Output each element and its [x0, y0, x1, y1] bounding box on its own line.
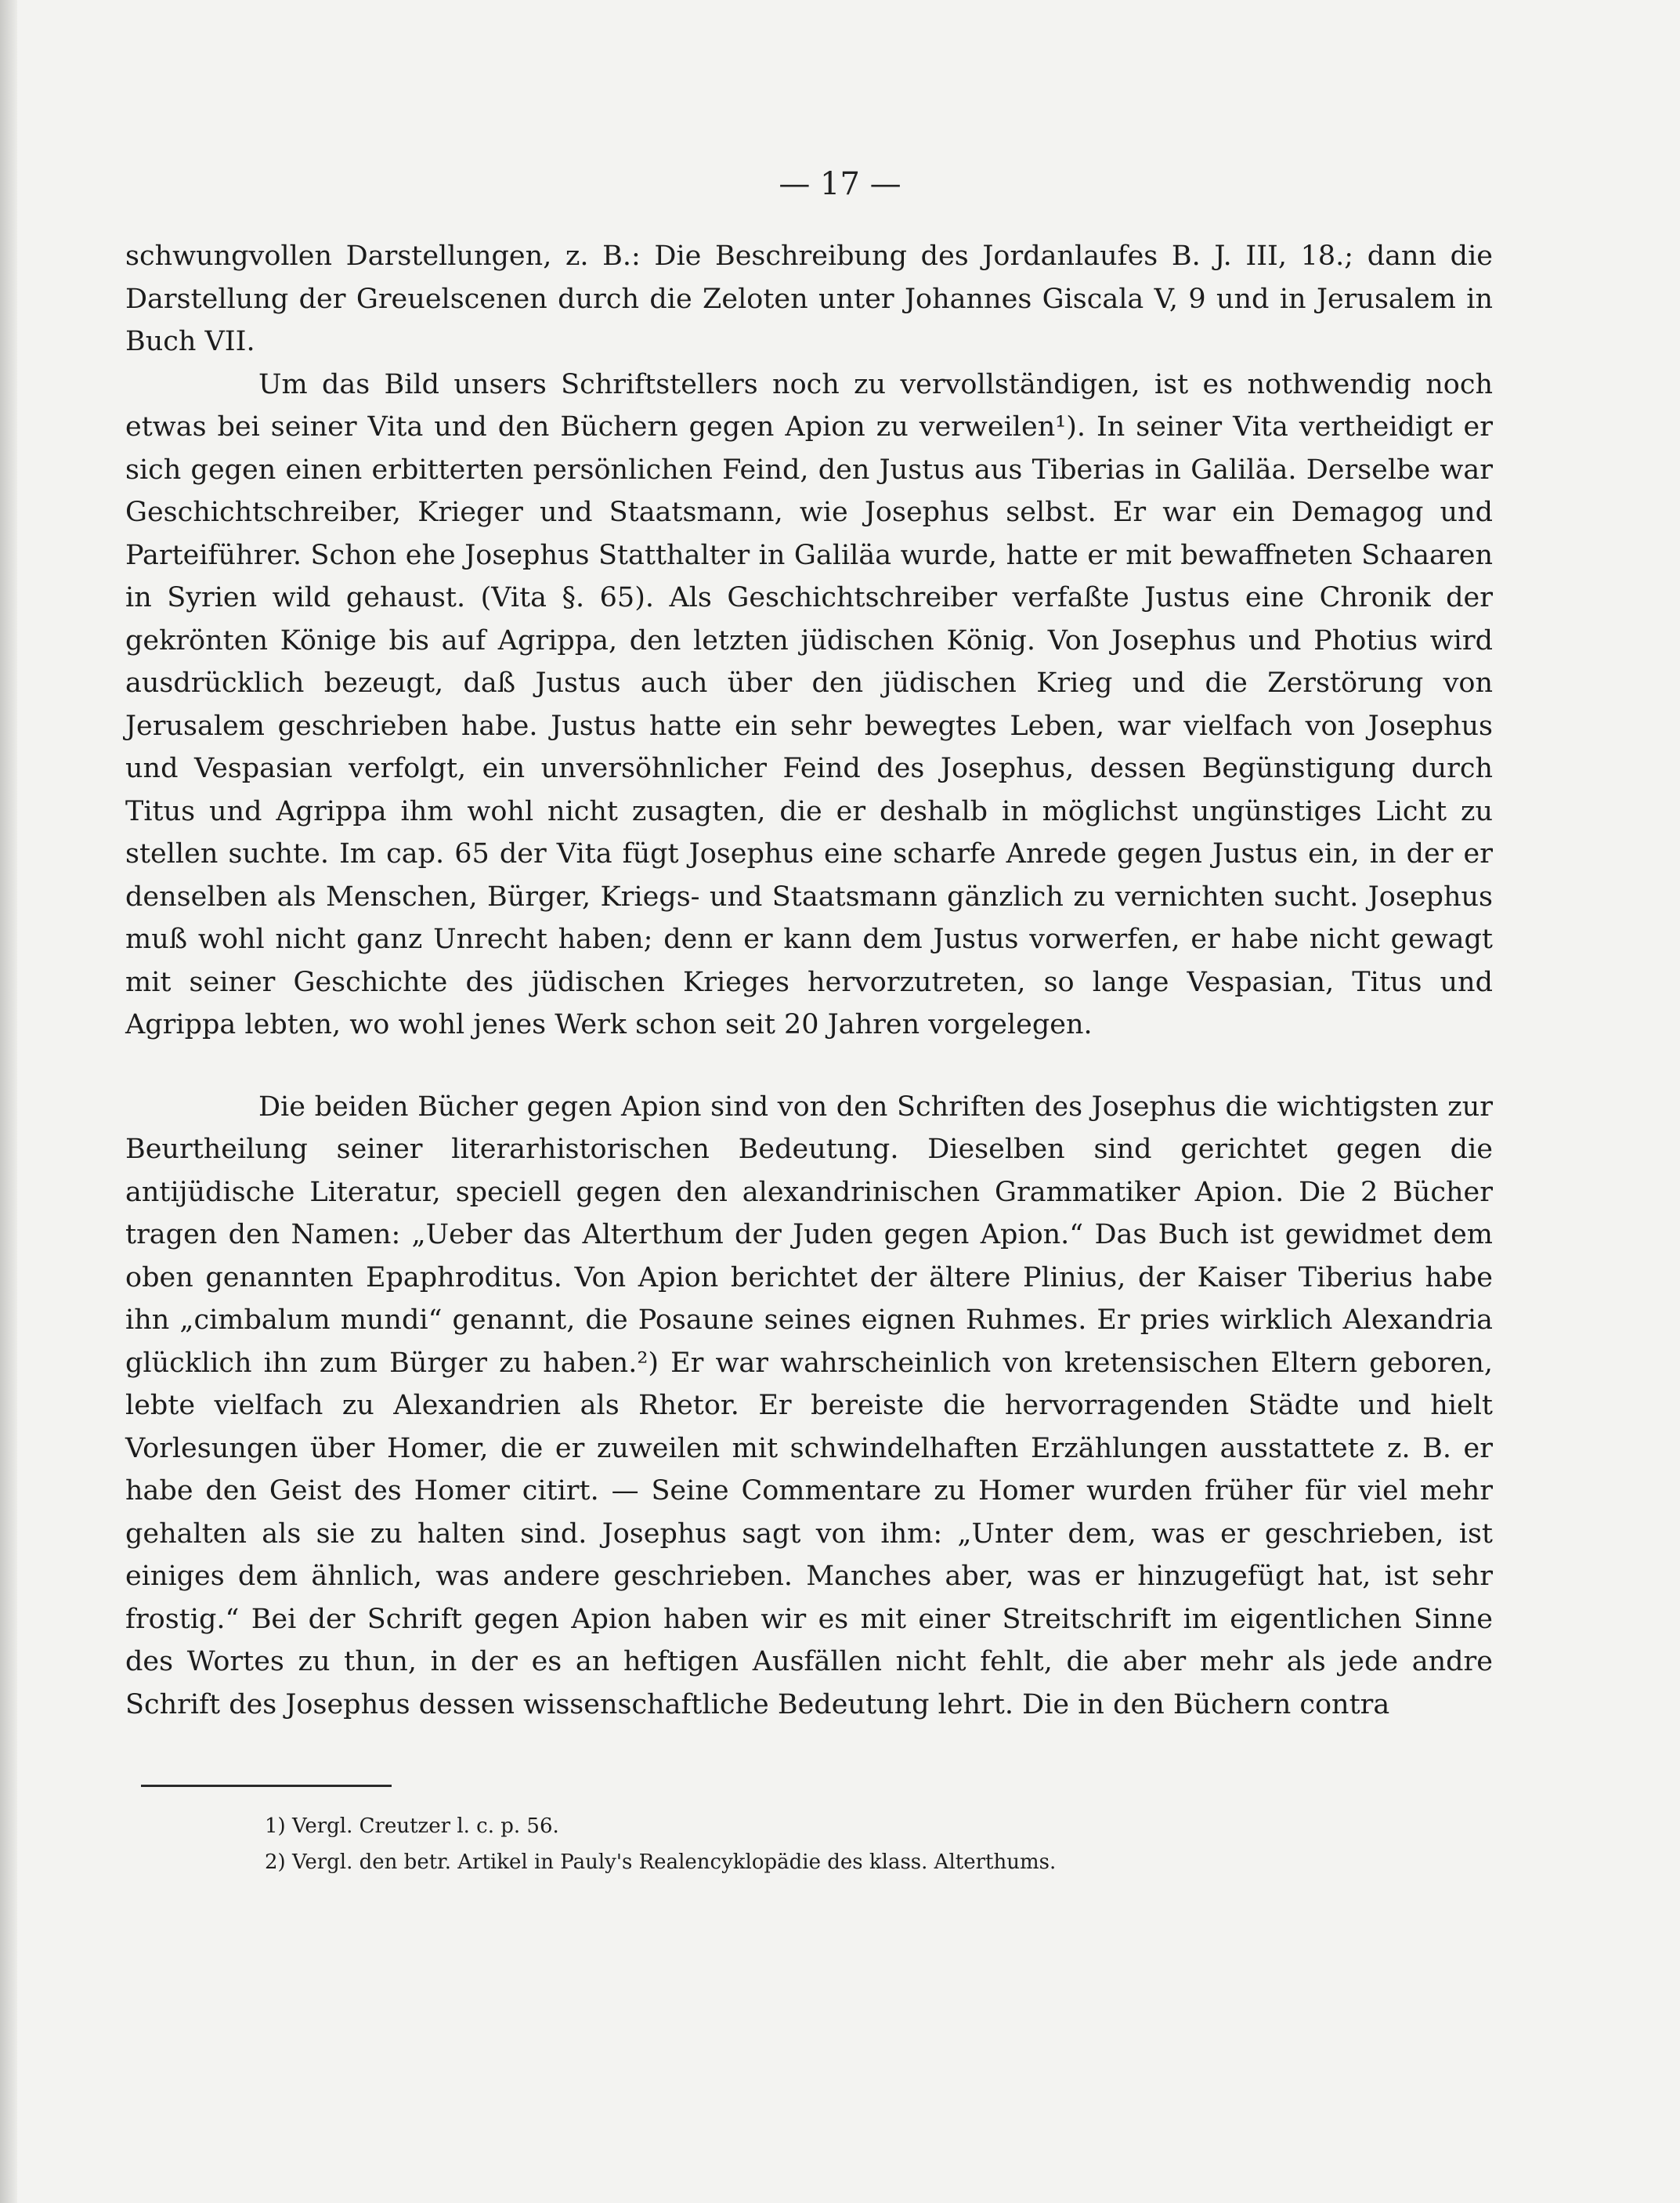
footnotes [265, 1808, 1487, 1880]
paragraph-continuation: schwungvollen Darstellungen, z. B.: Die Beschreibung des Jordanlaufes B. J. III, 18.; dann die Darstellung der Greuelscenen durch die Zeloten unter Johannes Giscala V, 9 und in Jerusalem in Buch VII. [125, 241, 1493, 357]
footnote-2: 2) Vergl. den betr. Artikel in Pauly's Realencyklopädie des klass. Alterthums. [265, 1850, 1057, 1874]
paragraph-apion: Die beiden Bücher gegen Apion sind von den Schriften des Josephus die wichtigsten zur Beurtheilung seiner literarhistorischen Bedeutung. Dieselben sind gerichtet gegen die antijüdische Literatur, speciell gegen den alexandrinischen Grammatiker Apion. Die 2 Bücher tragen den Namen: „Ueber das Alterthum der Juden gegen Apion.“ Das Buch ist gewidmet dem oben genannten Epaphroditus. Von Apion berichtet der ältere Plinius, der Kaiser Tiberius habe ihn „cimbalum mundi“ genannt, die Posaune seines eignen Ruhmes. Er pries wirklich Alexandria glücklich ihn zum Bürger zu haben.²) Er war wahrscheinlich von kretensischen Eltern geboren, lebte vielfach zu Alexandrien als Rhetor. Er bereiste die hervorragenden Städte und hielt Vorlesungen über Homer, die er zuweilen mit schwindelhaften Erzählungen ausstattete z. B. er habe den Geist des Homer citirt. — Seine Commentare zu Homer wurden früher für viel mehr gehalten als sie zu halten sind. Josephus sagt von ihm: „Unter dem, was er geschrieben, ist einiges dem ähnlich, was andere geschrieben. Manches aber, was er hinzugefügt hat, ist sehr frostig.“ Bei der Schrift gegen Apion haben wir es mit einer Streitschrift im eigentlichen Sinne des Wortes zu thun, in der es an heftigen Ausfällen nicht fehlt, die aber mehr als jede andre Schrift des Josephus dessen wissenschaftliche Bedeutung lehrt. Die in den Büchern contra [125, 1091, 1493, 1720]
page-edge-shadow [0, 0, 17, 2203]
footnote-1: 1) Vergl. Creutzer l. c. p. 56. [265, 1814, 559, 1838]
main-text [125, 235, 1493, 1726]
footnote-divider [141, 1785, 392, 1787]
page-number: — 17 — [779, 166, 901, 202]
paragraph-vita: Um das Bild unsers Schriftstellers noch zu vervollständigen, ist es nothwendig noch etwas bei seiner Vita und den Büchern gegen Apion zu verweilen¹). In seiner Vita vertheidigt er sich gegen einen erbitterten persönlichen Feind, den Justus aus Tiberias in Galiläa. Derselbe war Geschichtschreiber, Krieger und Staatsmann, wie Josephus selbst. Er war ein Demagog und Parteiführer. Schon ehe Josephus Statthalter in Galiläa wurde, hatte er mit bewaffneten Schaaren in Syrien wild gehaust. (Vita §. 65). Als Geschichtschreiber verfaßte Justus eine Chronik der gekrönten Könige bis auf Agrippa, den letzten jüdischen König. Von Josephus und Photius wird ausdrücklich bezeugt, daß Justus auch über den jüdischen Krieg und die Zerstörung von Jerusalem geschrieben habe. Justus hatte ein sehr bewegtes Leben, war vielfach von Josephus und Vespasian verfolgt, ein unversöhnlicher Feind des Josephus, dessen Begünstigung durch Titus und Agrippa ihm wohl nicht zusagten, die er deshalb in möglichst ungünstiges Licht zu stellen suchte. Im cap. 65 der Vita fügt Josephus eine scharfe Anrede gegen Justus ein, in der er denselben als Menschen, Bürger, Kriegs- und Staatsmann gänzlich zu vernichten sucht. Josephus muß wohl nicht ganz Unrecht haben; denn er kann dem Justus vorwerfen, er habe nicht gewagt mit seiner Geschichte des jüdischen Krieges hervorzutreten, so lange Vespasian, Titus und Agrippa lebten, wo wohl jenes Werk schon seit 20 Jahren vorgelegen. [125, 368, 1493, 1040]
